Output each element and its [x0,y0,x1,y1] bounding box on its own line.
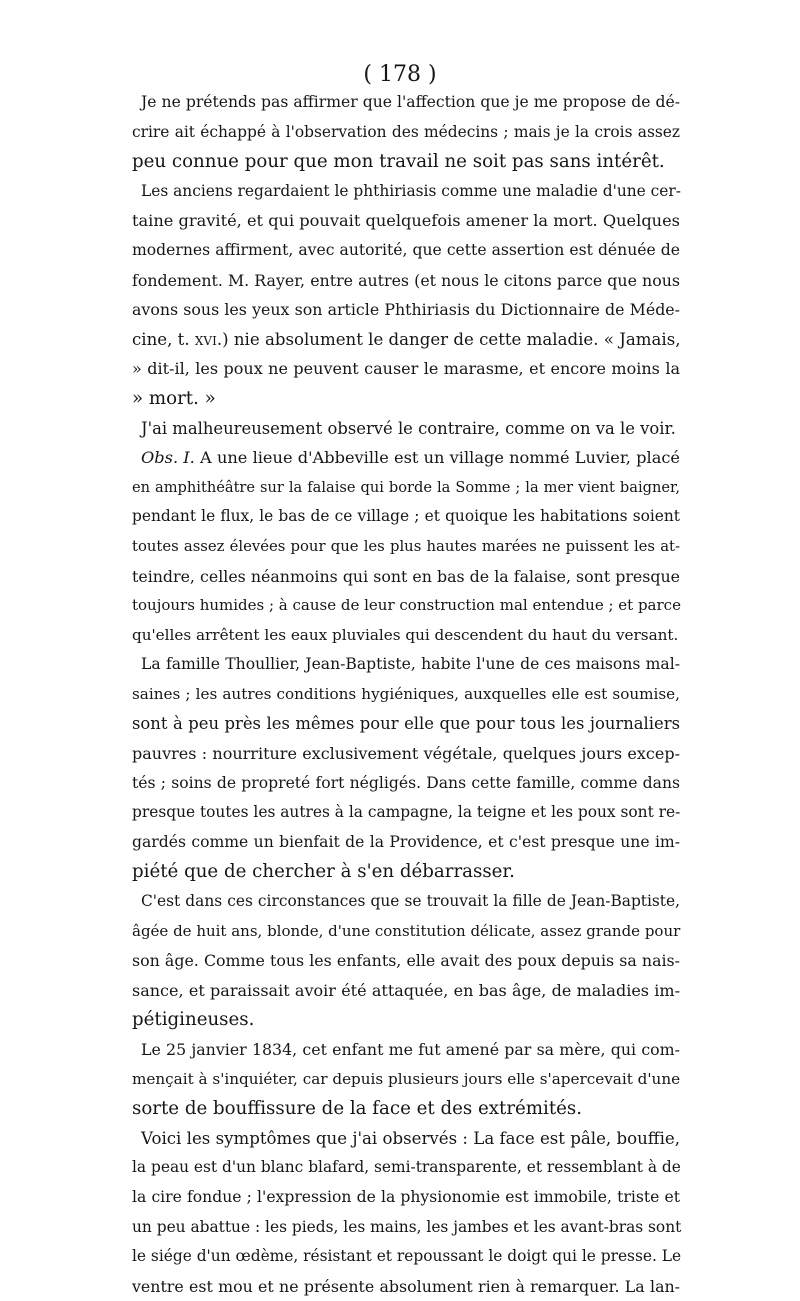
text-line: Le 25 janvier 1834, cet enfant me fut amené par sa mère, qui com- [141,1040,680,1059]
text-line: pendant le flux, le bas de ce village ; et quoique les habitations soient [132,507,680,526]
text-line: avons sous les yeux son article Phthiriasis du Dictionnaire de Méde- [132,300,680,320]
observation-label: Obs. I. [141,448,195,468]
text-line: teindre, celles néanmoins qui sont en bas de la falaise, sont presque [132,566,680,586]
text-line: âgée de huit ans, blonde, d'une constitution délicate, assez grande pour [132,921,681,940]
text-line: saines ; les autres conditions hygiéniques, auxquelles elle est soumise, [132,684,680,703]
text-line: Voici les symptômes que j'ai observés : La face est pâle, bouffie, [141,1128,680,1148]
volume-number: xvi [194,329,217,349]
text-line: mençait à s'inquiéter, car depuis plusieurs jours elle s'apercevait d'une [132,1069,681,1088]
text-line: » mort. » [132,387,216,409]
text-line: son âge. Comme tous les enfants, elle avait des poux depuis sa nais- [132,951,680,971]
text-line: qu'elles arrêtent les eaux pluviales qui descendent du haut du versant. [132,625,679,644]
text-line: toutes assez élevées pour que les plus hautes marées ne puissent les at- [132,537,680,555]
text-line: la cire fondue ; l'expression de la physionomie est immobile, triste et [132,1187,680,1206]
text-line: La famille Thoullier, Jean-Baptiste, habite l'une de ces maisons mal- [141,655,680,674]
text-line: peu connue pour que mon travail ne soit pas sans intérêt. [132,151,665,173]
text-line: presque toutes les autres à la campagne, la teigne et les poux sont re- [132,803,681,822]
text-line: gardés comme un bienfait de la Providence, et c'est presque une im- [132,832,680,851]
text-line [132,325,680,355]
text-line: pauvres : nourriture exclusivement végétale, quelques jours excep- [132,744,680,764]
text-line: modernes affirment, avec autorité, que cette assertion est dénuée de [132,240,680,259]
text-segment: .) nie absolument le danger de cette maladie. « Jamais, [216,329,681,349]
text-line [132,443,680,473]
text-line: Les anciens regardaient le phthiriasis comme une maladie d'une cer- [141,181,681,200]
text-line: le siége d'un œdème, résistant et repoussant le doigt qui le presse. Le [132,1247,682,1266]
text-segment: A une lieue d'Abbeville est un village nommé Luvier, placé [194,448,680,468]
text-line: tés ; soins de propreté fort négligés. Dans cette famille, comme dans [132,773,680,792]
body-text [132,88,680,1301]
text-line: toujours humides ; à cause de leur construction mal entendue ; et parce [132,596,681,615]
text-line: sance, et paraissait avoir été attaquée, en bas âge, de maladies im- [132,980,680,1000]
page-number: ( 178 ) [363,62,437,87]
text-line: crire ait échappé à l'observation des médecins ; mais je la crois assez [132,122,680,141]
text-line: un peu abattue : les pieds, les mains, les jambes et les avant-bras sont [132,1217,682,1236]
text-line: Je ne prétends pas affirmer que l'affection que je me propose de dé- [141,93,680,111]
text-line: J'ai malheureusement observé le contraire, comme on va le voir. [141,418,676,438]
text-line: C'est dans ces circonstances que se trouvait la fille de Jean-Baptiste, [141,892,680,911]
text-segment: cine, t. [132,329,195,349]
text-line: sorte de bouffissure de la face et des extrémités. [132,1098,583,1120]
text-line: la peau est d'un blanc blafard, semi-transparente, et ressemblant à de [132,1158,681,1177]
text-line: » dit-il, les poux ne peuvent causer le marasme, et encore moins la [132,359,680,379]
text-line: sont à peu près les mêmes pour elle que pour tous les journaliers [132,714,680,734]
text-line: taine gravité, et qui pouvait quelquefois amener la mort. Quelques [132,211,680,231]
text-line: pétigineuses. [132,1009,255,1031]
text-line: en amphithéâtre sur la falaise qui borde la Somme ; la mer vient baigner, [132,478,680,496]
text-line: ventre est mou et ne présente absolument rien à remarquer. La lan- [132,1276,680,1296]
text-line: piété que de chercher à s'en débarrasser. [132,861,515,883]
text-line: fondement. M. Rayer, entre autres (et nous le citons parce que nous [132,270,680,290]
